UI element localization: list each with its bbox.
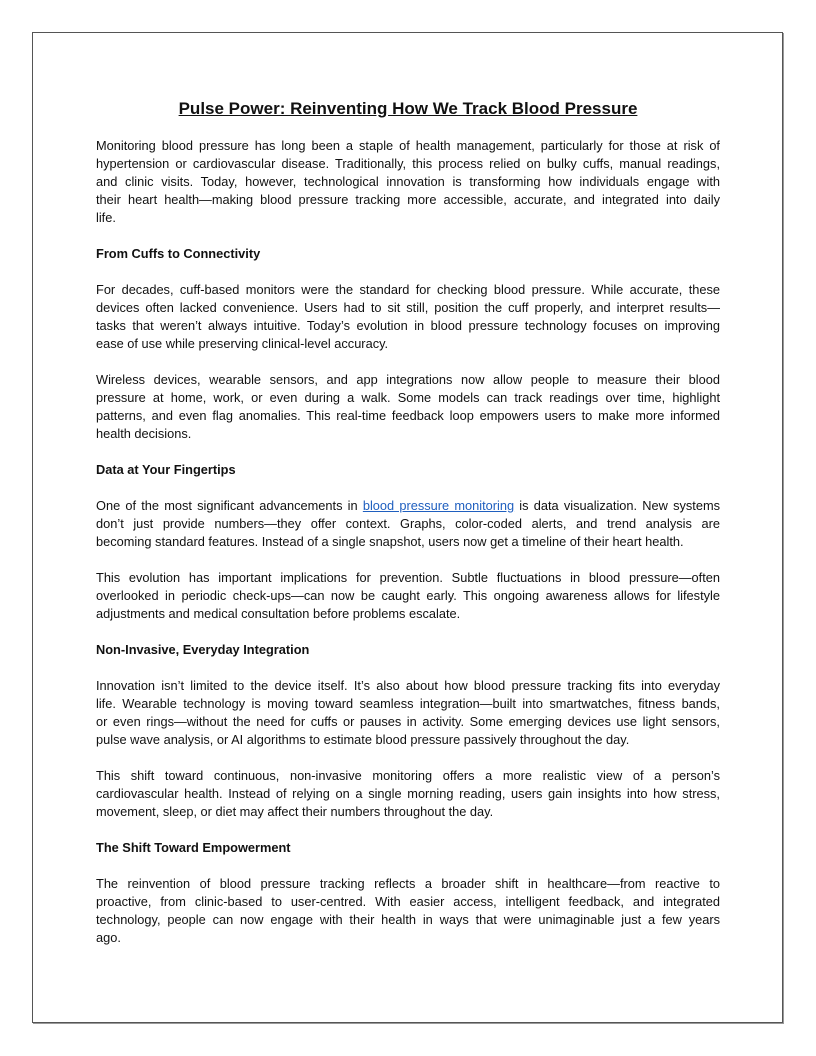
section-heading: From Cuffs to Connectivity	[96, 246, 261, 261]
text-line: technology, people can now engage with their health in ways that were unimaginable just a few years	[96, 912, 720, 927]
text-line: tasks that weren’t always intuitive. Today’s evolution in blood pressure technology focuses on improving	[96, 318, 720, 333]
text-line: cardiovascular health. Instead of relying on a single morning reading, users gain insights into how stress,	[96, 786, 720, 801]
text-line: The reinvention of blood pressure tracking reflects a broader shift in healthcare—from reactive to	[96, 876, 720, 891]
section-heading: The Shift Toward Empowerment	[96, 840, 291, 855]
text-line	[96, 497, 720, 515]
text-line: don’t just provide numbers—they offer context. Graphs, color-coded alerts, and trend analysis are	[96, 516, 720, 531]
text-line: Wireless devices, wearable sensors, and app integrations now allow people to measure their blood	[96, 372, 720, 387]
text-line: Monitoring blood pressure has long been a staple of health management, particularly for those at risk of	[96, 138, 720, 153]
text-line: For decades, cuff-based monitors were the standard for checking blood pressure. While accurate, these	[96, 282, 720, 297]
paragraph	[96, 371, 720, 443]
section-heading: Non-Invasive, Everyday Integration	[96, 642, 310, 657]
text-line: ago.	[96, 930, 121, 945]
paragraph	[96, 281, 720, 353]
paragraph	[96, 677, 720, 749]
document-title: Pulse Power: Reinventing How We Track Blood Pressure	[178, 99, 638, 118]
section-heading: Data at Your Fingertips	[96, 462, 236, 477]
text-line: adjustments and medical consultation before problems escalate.	[96, 606, 461, 621]
text-line: movement, sleep, or diet may affect their numbers throughout the day.	[96, 804, 494, 819]
text-line: hypertension or cardiovascular disease. Traditionally, this process relied on bulky cuffs, manual readings,	[96, 156, 720, 171]
text-line: This shift toward continuous, non-invasive monitoring offers a more realistic view of a person’s	[96, 768, 720, 783]
text-line: devices often lacked convenience. Users had to sit still, position the cuff properly, and interpret results—	[96, 300, 720, 315]
text-line: or even rings—without the need for cuffs or pauses in activity. Some emerging devices use light sensors,	[96, 714, 720, 729]
paragraph	[96, 875, 720, 947]
text-line: their heart health—making blood pressure tracking more accessible, accurate, and integrated into daily	[96, 192, 720, 207]
text-line: patterns, and even flag anomalies. This real-time feedback loop empowers users to make more informed	[96, 408, 720, 423]
text-line: health decisions.	[96, 426, 192, 441]
document-body	[96, 98, 720, 965]
text-line: This evolution has important implications for prevention. Subtle fluctuations in blood pressure—often	[96, 570, 720, 585]
text-line: pulse wave analysis, or AI algorithms to estimate blood pressure passively throughout the day.	[96, 732, 630, 747]
text: is data visualization. New systems	[514, 498, 720, 513]
paragraph	[96, 569, 720, 623]
text-line: pressure at home, work, or even during a walk. Some models can track readings over time, highlight	[96, 390, 720, 405]
text-line: life.	[96, 210, 116, 225]
text-line: and clinic visits. Today, however, technological innovation is transforming how individuals engage with	[96, 174, 720, 189]
text-line: ease of use while preserving clinical-level accuracy.	[96, 336, 389, 351]
paragraph	[96, 767, 720, 821]
text-line: overlooked in periodic check-ups—can now be caught early. This ongoing awareness allows for lifestyle	[96, 588, 720, 603]
text-line: life. Wearable technology is moving toward seamless integration—built into smartwatches, fitness bands,	[96, 696, 720, 711]
intro-paragraph	[96, 137, 720, 227]
text-line: proactive, from clinic-based to user-centred. With easier access, intelligent feedback, and integrated	[96, 894, 720, 909]
text-line: Innovation isn’t limited to the device itself. It’s also about how blood pressure tracking fits into everyday	[96, 678, 720, 693]
text-line: becoming standard features. Instead of a single snapshot, users now get a timeline of their heart health.	[96, 534, 684, 549]
text: One of the most significant advancements in	[96, 498, 363, 513]
blood-pressure-monitoring-link[interactable]: blood pressure monitoring	[362, 498, 515, 513]
paragraph	[96, 497, 720, 551]
